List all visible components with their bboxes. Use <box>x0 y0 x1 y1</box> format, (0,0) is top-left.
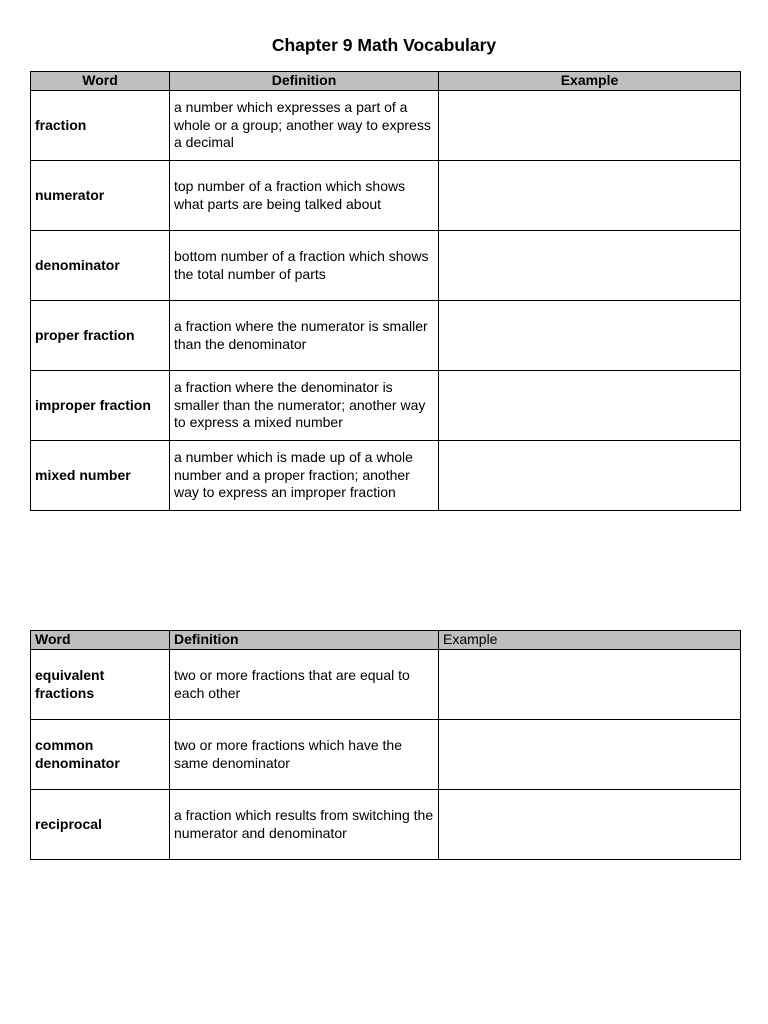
definition-cell: a fraction where the numerator is smaller than the denominator <box>170 301 439 371</box>
word-cell: reciprocal <box>31 790 170 860</box>
table-row <box>31 790 741 860</box>
example-column-header: Example <box>439 72 741 91</box>
definition-cell: a number which expresses a part of a whole or a group; another way to express a decimal <box>170 91 439 161</box>
example-cell[interactable] <box>439 371 741 441</box>
table-row <box>31 371 741 441</box>
example-cell[interactable] <box>439 161 741 231</box>
table-header-row <box>31 72 741 91</box>
word-cell: common denominator <box>31 720 170 790</box>
definition-cell: two or more fractions that are equal to each other <box>170 650 439 720</box>
page-title: Chapter 9 Math Vocabulary <box>271 35 497 55</box>
word-cell: improper fraction <box>31 371 170 441</box>
table-row <box>31 161 741 231</box>
vocabulary-table-1 <box>30 71 741 511</box>
example-cell[interactable] <box>439 441 741 511</box>
word-cell: proper fraction <box>31 301 170 371</box>
example-column-header: Example <box>439 631 741 650</box>
definition-cell: a number which is made up of a whole number and a proper fraction; another way to express an improper fraction <box>170 441 439 511</box>
vocabulary-table-2 <box>30 630 741 860</box>
example-cell[interactable] <box>439 301 741 371</box>
definition-column-header: Definition <box>170 72 439 91</box>
definition-cell: a fraction which results from switching the numerator and denominator <box>170 790 439 860</box>
table-row <box>31 301 741 371</box>
example-cell[interactable] <box>439 650 741 720</box>
example-cell[interactable] <box>439 790 741 860</box>
definition-cell: bottom number of a fraction which shows the total number of parts <box>170 231 439 301</box>
definition-cell: top number of a fraction which shows what parts are being talked about <box>170 161 439 231</box>
word-cell: denominator <box>31 231 170 301</box>
example-cell[interactable] <box>439 91 741 161</box>
word-cell: fraction <box>31 91 170 161</box>
definition-cell: two or more fractions which have the same denominator <box>170 720 439 790</box>
example-cell[interactable] <box>439 720 741 790</box>
example-cell[interactable] <box>439 231 741 301</box>
table-row <box>31 720 741 790</box>
definition-column-header: Definition <box>170 631 439 650</box>
table-header-row <box>31 631 741 650</box>
word-cell: mixed number <box>31 441 170 511</box>
word-column-header: Word <box>31 631 170 650</box>
table-row <box>31 441 741 511</box>
word-column-header: Word <box>31 72 170 91</box>
table-row <box>31 650 741 720</box>
table-row <box>31 231 741 301</box>
word-cell: numerator <box>31 161 170 231</box>
table-row <box>31 91 741 161</box>
word-cell: equivalent fractions <box>31 650 170 720</box>
definition-cell: a fraction where the denominator is smaller than the numerator; another way to express a mixed number <box>170 371 439 441</box>
